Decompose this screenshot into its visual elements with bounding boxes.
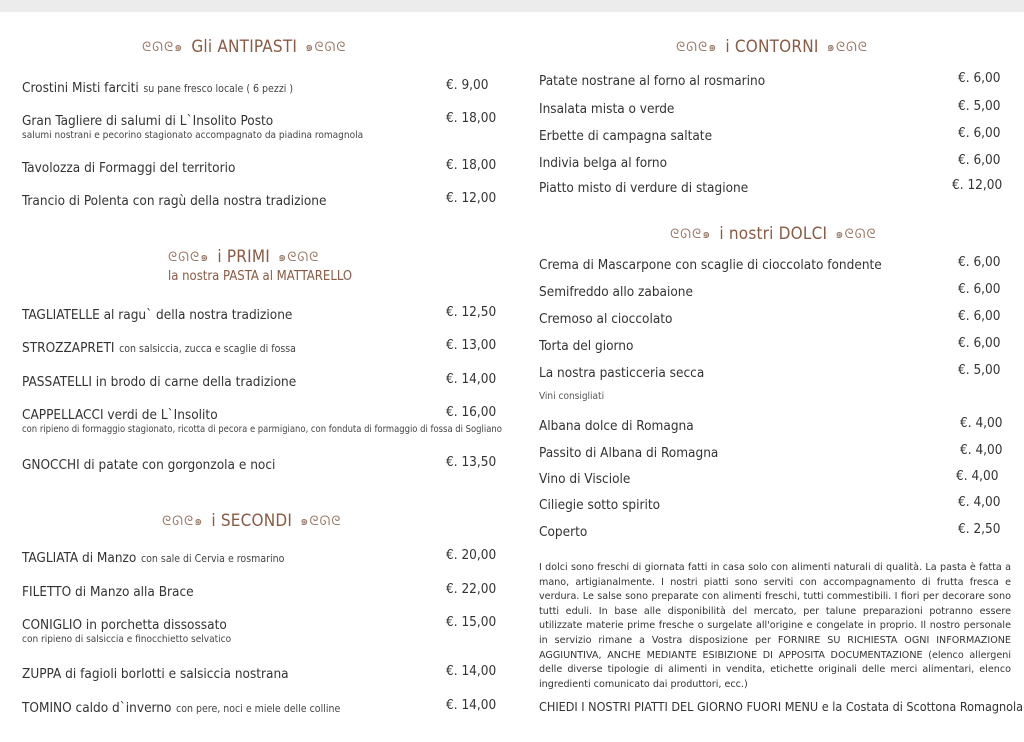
menu-item: Erbette di campagna saltate (539, 128, 713, 144)
menu-item: ZUPPA di fagioli borlotti e salsiccia nostrana (22, 666, 289, 682)
menu-item: Coperto (539, 524, 588, 540)
item-price: €. 6,00 (958, 125, 1001, 141)
item-price: €. 4,00 (956, 468, 999, 484)
item-price: €. 12,50 (446, 304, 497, 320)
item-price: €. 6,00 (958, 335, 1001, 351)
dolci-heading (670, 223, 877, 244)
menu-item: Crema di Mascarpone con scaglie di cioccolato fondente (539, 257, 882, 273)
primi-title: i PRIMI (217, 246, 270, 267)
menu-item: Piatto misto di verdure di stagione (539, 180, 749, 196)
menu-item: Trancio di Polenta con ragù della nostra tradizione (22, 193, 327, 209)
menu-item: CAPPELLACCI verdi de L`Insolito con ripieno di formaggio stagionato, ricotta di pecora e parmigiano, con fonduta di formaggio di fossa di Sogliano (22, 407, 502, 435)
dolci-title: i nostri DOLCI (719, 223, 828, 244)
menu-item: GNOCCHI di patate con gorgonzola e noci (22, 457, 276, 473)
item-price: €. 14,00 (446, 371, 497, 387)
menu-item: TAGLIATA di Manzo con sale di Cervia e rosmarino (22, 550, 285, 566)
item-price: €. 13,00 (446, 337, 497, 353)
ornament-left-icon: ᘓᘏᘓ๑ (676, 40, 718, 55)
menu-item: Albana dolce di Romagna (539, 418, 694, 434)
primi-heading (168, 246, 319, 267)
item-price: €. 5,00 (958, 362, 1001, 378)
allergen-note: I dolci sono freschi di giornata fatti in casa solo con alimenti naturali di qualità. La pasta è fatta a mano, artigianalmente. I nostri piatti sono serviti con accompagnamento di frutta fresca e verdura. Le salse sono preparate con alimenti freschi, tutti commestibili. I fiori per decorare sono tutti eduli. In base alle disponibilità del mercato, per talune preparazioni potranno essere utilizzate materie prime fresche o surgelate all'origine e congelate in proprio. Il nostro personale in servizio rimane a Vostra disposizione per FORNIRE SU RICHIESTA OGNI INFORMAZIONE AGGIUNTIVA, ANCHE MEDIANTE ESIBIZIONE DI APPOSITA DOCUMENTAZIONE (elenco allergeni delle diverse tipologie di alimenti in vendita, etichette originali delle merci alimentari, elenco ingredienti comunicato dai produttori, ecc.) (539, 562, 1011, 690)
contorni-title: i CONTORNI (725, 36, 819, 57)
item-price: €. 6,00 (958, 308, 1001, 324)
ornament-right-icon: ๑ᘓᘏᘓ (835, 227, 877, 242)
ornament-left-icon: ᘓᘏᘓ๑ (168, 250, 210, 265)
item-price: €. 5,00 (958, 98, 1001, 114)
wines-label: Vini consigliati (539, 391, 605, 402)
item-price: €. 6,00 (958, 152, 1001, 168)
menu-item: FILETTO di Manzo alla Brace (22, 584, 194, 600)
item-price: €. 12,00 (446, 190, 497, 206)
item-price: €. 6,00 (958, 70, 1001, 86)
menu-item: Tavolozza di Formaggi del territorio (22, 160, 236, 176)
menu-item: STROZZAPRETI con salsiccia, zucca e scaglie di fossa (22, 340, 296, 356)
ornament-left-icon: ᘓᘏᘓ๑ (162, 514, 204, 529)
menu-item: CONIGLIO in porchetta dissossato con ripieno di salsiccia e finocchietto selvatico (22, 617, 232, 645)
menu-item: TOMINO caldo d`inverno con pere, noci e miele delle colline (22, 700, 341, 716)
ornament-right-icon: ๑ᘓᘏᘓ (300, 514, 342, 529)
item-price: €. 4,00 (960, 415, 1003, 431)
menu-item: PASSATELLI in brodo di carne della tradizione (22, 374, 297, 390)
menu-item: Torta del giorno (539, 338, 634, 354)
item-price: €. 6,00 (958, 254, 1001, 270)
menu-item: Indivia belga al forno (539, 155, 668, 171)
item-price: €. 16,00 (446, 404, 497, 420)
ornament-right-icon: ๑ᘓᘏᘓ (277, 250, 320, 265)
item-price: €. 2,50 (958, 521, 1001, 537)
ornament-right-icon: ๑ᘓᘏᘓ (826, 40, 868, 55)
item-price: €. 15,00 (446, 614, 497, 630)
item-price: €. 4,00 (958, 494, 1001, 510)
menu-item: Patate nostrane al forno al rosmarino (539, 73, 766, 89)
item-price: €. 20,00 (446, 547, 497, 563)
menu-item: Gran Tagliere di salumi di L`Insolito Posto salumi nostrani e pecorino stagionato accompagnato da piadina romagnola (22, 113, 364, 141)
item-price: €. 6,00 (958, 281, 1001, 297)
top-bar (0, 0, 1024, 12)
item-price: €. 14,00 (446, 697, 497, 713)
menu-item: La nostra pasticceria secca (539, 365, 705, 381)
primi-subtitle: la nostra PASTA al MATTARELLO (168, 269, 353, 284)
antipasti-title: Gli ANTIPASTI (191, 36, 298, 57)
item-price: €. 18,00 (446, 110, 497, 126)
footer-note: CHIEDI I NOSTRI PIATTI DEL GIORNO FUORI MENU e la Costata di Scottona Romagnola (539, 699, 1024, 714)
menu-item: Crostini Misti farciti su pane fresco locale ( 6 pezzi ) (22, 80, 294, 96)
menu-item: Semifreddo allo zabaione (539, 284, 693, 300)
item-price: €. 18,00 (446, 157, 497, 173)
item-price: €. 13,50 (446, 454, 497, 470)
item-price: €. 4,00 (960, 442, 1003, 458)
menu-item: Insalata mista o verde (539, 101, 675, 117)
secondi-title: i SECONDI (211, 510, 293, 531)
item-price: €. 14,00 (446, 663, 497, 679)
menu-item: Passito di Albana di Romagna (539, 445, 719, 461)
ornament-right-icon: ๑ᘓᘏᘓ (305, 40, 347, 55)
contorni-heading (676, 36, 868, 57)
ornament-left-icon: ᘓᘏᘓ๑ (670, 227, 712, 242)
menu-item: Ciliegie sotto spirito (539, 497, 661, 513)
menu-item: TAGLIATELLE al ragu` della nostra tradizione (22, 307, 293, 323)
antipasti-heading (142, 36, 346, 57)
item-price: €. 22,00 (446, 581, 497, 597)
item-price: €. 9,00 (446, 77, 489, 93)
item-price: €. 12,00 (952, 177, 1003, 193)
menu-item: Cremoso al cioccolato (539, 311, 673, 327)
ornament-left-icon: ᘓᘏᘓ๑ (142, 40, 184, 55)
secondi-heading (162, 510, 341, 531)
menu-item: Vino di Visciole (539, 471, 631, 487)
